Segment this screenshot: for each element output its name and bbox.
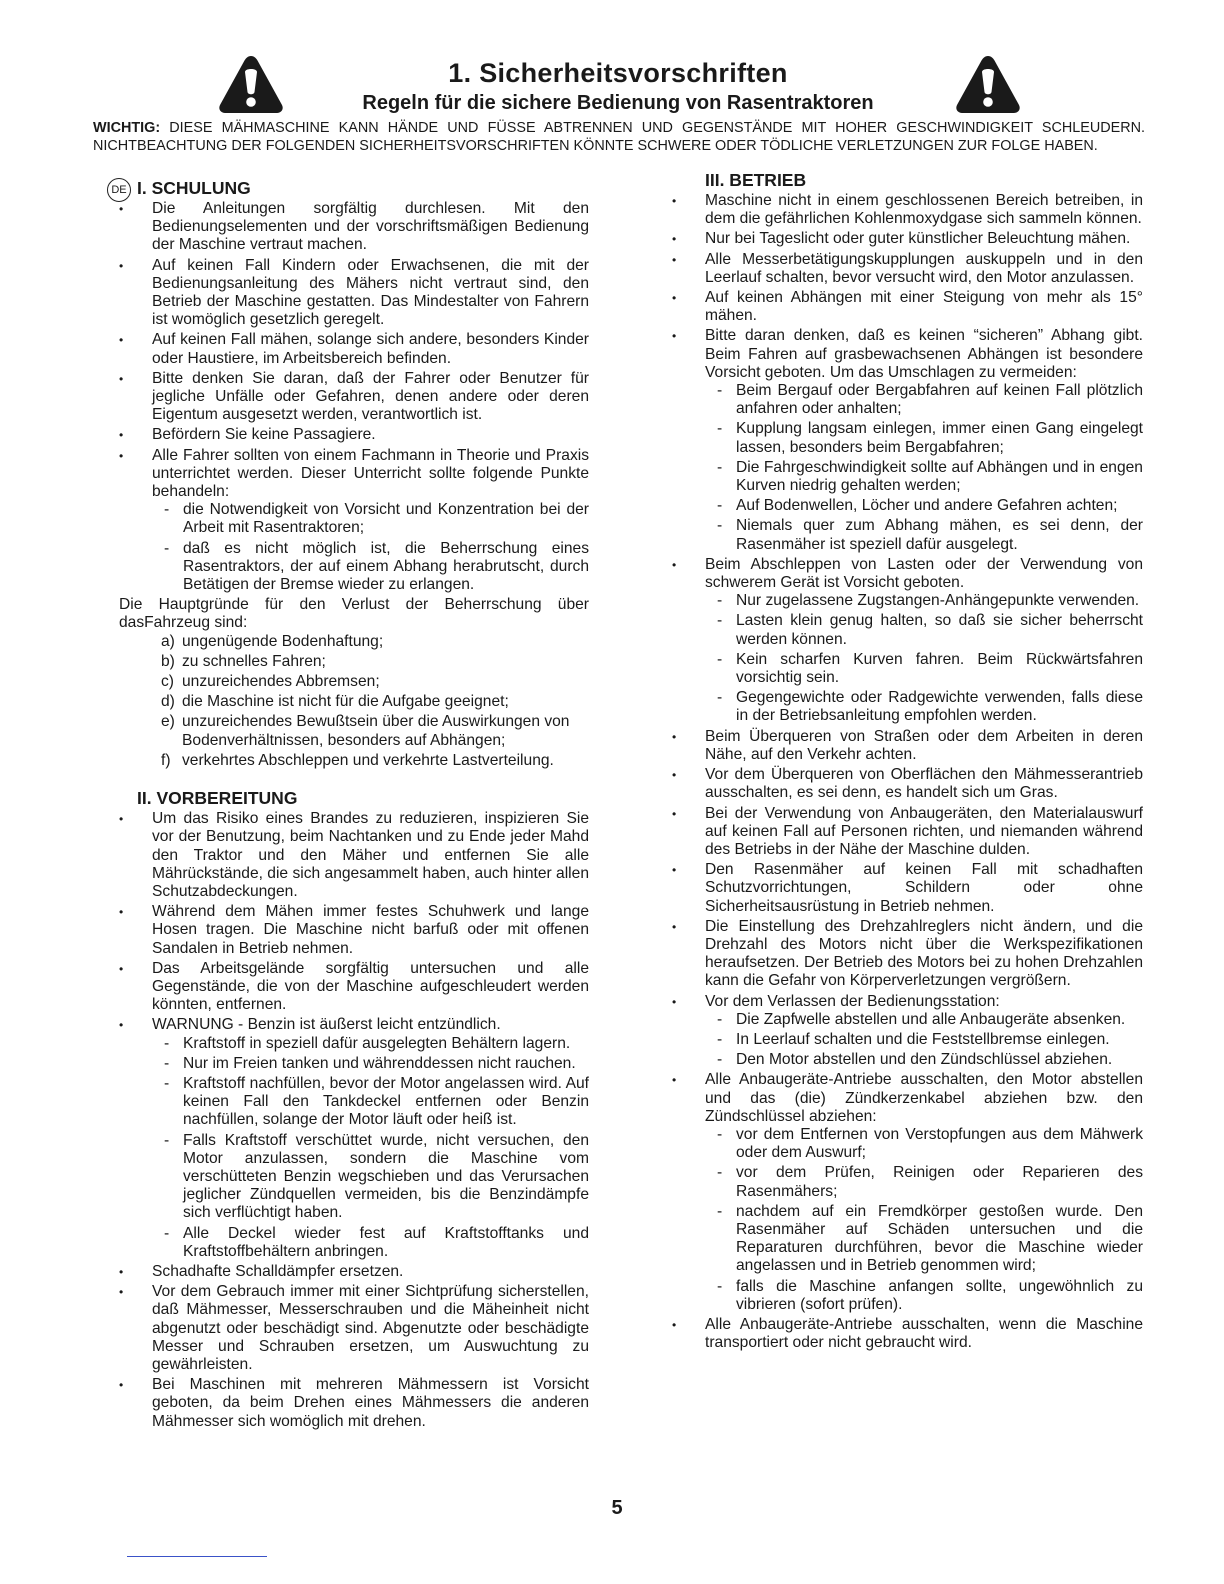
sublist-item: - Nur im Freien tanken und währenddessen nicht rauchen. (152, 1055, 589, 1073)
page-number: 5 (611, 1497, 623, 1519)
list-item: • Maschine nicht in einem geschlossenen Bereich betreiben, in dem die gefährlichen Kohlenmoxydgase sich sammeln können. (672, 192, 1143, 228)
sublist-item: - Kein scharfen Kurven fahren. Beim Rückwärtsfahren vorsichtig sein. (705, 651, 1143, 687)
sublist-item: - Die Fahrgeschwindigkeit sollte auf Abhängen und in engen Kurven niedrig gehalten werden; (705, 459, 1143, 495)
list-item: • Alle Anbaugeräte-Antriebe ausschalten, den Motor abstellen und das (die) Zündkerzenkabel abziehen bzw. den Zündschlüssel abziehen: - vor dem Entfernen von Verstopfungen aus dem Mähwerk oder dem Auswurf; - vor dem Prüfen, Reinigen oder Reparieren des Rasenmähers; - nachdem auf ein Fremdkörper gestoßen wurde. Den Rasenmäher auf Schäden untersuchen und die Reparaturen durchführen, bevor die Maschine wieder angelassen und in Betrieb genommen wird; - falls die Maschine anfangen sollte, ungewöhnlich zu vibrieren (sofort prüfen). (672, 1071, 1143, 1314)
warning-triangle-icon (955, 54, 1021, 114)
list-item: • Vor dem Gebrauch immer mit einer Sichtprüfung sicherstellen, daß Mähmesser, Messerschrauben und die Mäheinheit nicht abgenutzt oder beschädigt sind. Abgenutzte oder beschädigte Messer und Schrauben ersetzen, um Auswuchtung zu gewährleisten. (119, 1283, 589, 1374)
page-title: 1. Sicherheitsvorschriften (448, 58, 788, 88)
section-heading-vorbereitung: II. VORBEREITUNG (137, 788, 298, 809)
betrieb-list (672, 192, 1143, 1352)
list-item: • Vor dem Überqueren von Oberflächen den Mähmesserantrieb ausschalten, es sei denn, es handelt sich um Gras. (672, 766, 1143, 802)
list-item: • Alle Fahrer sollten von einem Fachmann in Theorie und Praxis unterrichtet werden. Dieser Unterricht sollte folgende Punkte behandeln: - die Notwendigkeit von Vorsicht und Konzentration bei der Arbeit mit Rasentraktoren; - daß es nicht möglich ist, die Beherrschung eines Rasentraktors, der auf einem Abhang herabrutscht, durch Betätigen der Bremse wieder zu erlangen. (119, 447, 589, 595)
list-item: • Nur bei Tageslicht oder guter künstlicher Beleuchtung mähen. (672, 230, 1143, 248)
list-item: • Um das Risiko eines Brandes zu reduzieren, inspizieren Sie vor der Benutzung, beim Nachtanken und zu Ende jeder Mahd den Traktor und den Mäher und entfernen Sie alle Mährückstände, die sich angesammelt haben, auch hinter allen Schutzabdeckungen. (119, 810, 589, 901)
cause-item: a) ungenügende Bodenhaftung; (161, 632, 384, 650)
list-item: • Während dem Mähen immer festes Schuhwerk und lange Hosen tragen. Die Maschine nicht barfuß oder mit offenen Sandalen in Betrieb nehmen. (119, 903, 589, 958)
language-badge: DE (107, 178, 131, 202)
list-item: • Befördern Sie keine Passagiere. (119, 426, 589, 444)
sublist-item: - Lasten klein genug halten, so daß sie sicher beherrscht werden können. (705, 612, 1143, 648)
section-heading-schulung: DE I. SCHULUNG (137, 178, 589, 199)
list-item: • Die Einstellung des Drehzahlreglers nicht ändern, und die Drehzahl des Motors nicht über die Werkspezifikationen heraufsetzen. Der Betrieb des Motors bei zu hohen Drehzahlen kann die Gefahr von Körperverletzungen vergrößern. (672, 918, 1143, 991)
cause-item: b) zu schnelles Fahren; (161, 652, 326, 670)
list-item: • Schadhafte Schalldämpfer ersetzen. (119, 1263, 589, 1281)
list-item: • Das Arbeitsgelände sorgfältig untersuchen und alle Gegenstände, die von der Maschine aufgeschleudert werden könnten, entfernen. (119, 960, 589, 1015)
list-item: • Den Rasenmäher auf keinen Fall mit schadhaften Schutzvorrichtungen, Schildern oder ohne Sicherheitsausrüstung in Betrieb nehmen. (672, 861, 1143, 916)
sublist-item: - Niemals quer zum Abhang mähen, es sei denn, der Rasenmäher ist speziell dafür ausgelegt. (705, 517, 1143, 553)
cause-item: c) unzureichendes Abbremsen; (161, 673, 380, 691)
sublist-item: - Gegengewichte oder Radgewichte verwenden, falls diese in der Betriebsanleitung empfohlen werden. (705, 689, 1143, 725)
causes-list (119, 633, 589, 770)
cause-item: f) verkehrtes Abschleppen und verkehrte Lastverteilung. (161, 751, 554, 769)
list-item: • Auf keinen Fall Kindern oder Erwachsenen, die mit der Bedienungsanleitung des Mähers nicht vertraut sind, den Betrieb der Maschine gestatten. Das Mindestalter von Fahrern ist womöglich gesetzlich geregelt. (119, 257, 589, 330)
sublist-item: - vor dem Entfernen von Verstopfungen aus dem Mähwerk oder dem Auswurf; (705, 1126, 1143, 1162)
training-sublist (152, 501, 589, 594)
causes-intro: Die Hauptgründe für den Verlust der Beherrschung über dasFahrzeug sind: (119, 596, 589, 632)
sublist-item: - Nur zugelassene Zugstangen-Anhängepunkte verwenden. (705, 592, 1143, 610)
section-heading-betrieb: III. BETRIEB (705, 170, 807, 190)
sublist-item: - Den Motor abstellen und den Zündschlüssel abziehen. (705, 1051, 1143, 1069)
fuel-sublist (152, 1035, 589, 1261)
tow-sublist (705, 592, 1143, 725)
sublist-item: - nachdem auf ein Fremdkörper gestoßen wurde. Den Rasenmäher auf Schäden untersuchen und die Reparaturen durchführen, bevor die Maschine wieder angelassen und in Betrieb genommen wird; (705, 1203, 1143, 1276)
sublist-item: - Beim Bergauf oder Bergabfahren auf keinen Fall plötzlich anfahren oder anhalten; (705, 382, 1143, 418)
list-item: • Bei Maschinen mit mehreren Mähmessern ist Vorsicht geboten, da beim Drehen eines Mähmessers die anderen Mähmesser sich womöglich mit drehen. (119, 1376, 589, 1431)
leave-sublist (705, 1011, 1143, 1070)
sublist-item: - Die Zapfwelle abstellen und alle Anbaugeräte absenken. (705, 1011, 1143, 1029)
vorbereitung-list (119, 810, 589, 1431)
list-item: • Bitte denken Sie daran, daß der Fahrer oder Benutzer für jegliche Unfälle oder Gefahren, denen andere oder deren Eigentum ausgesetzt werden, verantwortlich ist. (119, 370, 589, 425)
sublist-item: - vor dem Prüfen, Reinigen oder Reparieren des Rasenmähers; (705, 1164, 1143, 1200)
sublist-item: - Falls Kraftstoff verschüttet wurde, nicht versuchen, den Motor anzulassen, sondern die Maschine vom verschütteten Benzin wegschieben und das Verursachen jeglicher Zündquellen vermeiden, bis die Benzindämpfe sich verflüchtigt haben. (152, 1132, 589, 1223)
sublist-item: - Auf Bodenwellen, Löcher und andere Gefahren achten; (705, 497, 1143, 515)
sublist-item: - daß es nicht möglich ist, die Beherrschung eines Rasentraktors, der auf einem Abhang herabrutscht, durch Betätigen der Bremse wieder zu erlangen. (152, 540, 589, 595)
sublist-item: - falls die Maschine anfangen sollte, ungewöhnlich zu vibrieren (sofort prüfen). (705, 1278, 1143, 1314)
page-header (0, 48, 1224, 118)
schulung-list (119, 200, 589, 594)
cause-item: e) unzureichendes Bewußtsein über die Auswirkungen von Bodenverhältnissen, besonders auf Abhängen; (161, 713, 570, 749)
list-item: • Auf keinen Fall mähen, solange sich andere, besonders Kinder oder Haustiere, im Arbeitsbereich befinden. (119, 331, 589, 367)
sublist-item: - In Leerlauf schalten und die Feststellbremse einlegen. (705, 1031, 1143, 1049)
cause-item: d) die Maschine ist nicht für die Aufgabe geeignet; (161, 693, 509, 711)
list-item: • WARNUNG - Benzin ist äußerst leicht entzündlich. - Kraftstoff in speziell dafür ausgelegten Behältern lagern. - Nur im Freien tanken und währenddessen nicht rauchen. - Kraftstoff nachfüllen, bevor der Motor angelassen wird. Auf keinen Fall den Tankdeckel entfernen oder Benzin nachfüllen, solange der Motor läuft oder heiß ist. - Falls Kraftstoff verschüttet wurde, nicht versuchen, den Motor anzulassen, sondern die Maschine vom verschütteten Benzin wegschieben und das Verursachen jeglicher Zündquellen vermeiden, bis die Benzindämpfe sich verflüchtigt haben. - Alle Deckel wieder fest auf Kraftstofftanks und Kraftstoffbehältern anbringen. (119, 1016, 589, 1261)
list-item: • Bitte daran denken, daß es keinen “sicheren” Abhang gibt. Beim Fahren auf grasbewachsenen Abhängen ist besondere Vorsicht geboten. Um das Umschlagen zu vermeiden: - Beim Bergauf oder Bergabfahren auf keinen Fall plötzlich anfahren oder anhalten; - Kupplung langsam einlegen, immer einen Gang eingelegt lassen, besonders beim Bergabfahren; - Die Fahrgeschwindigkeit sollte auf Abhängen und in engen Kurven niedrig gehalten werden; - Auf Bodenwellen, Löcher und andere Gefahren achten; - Niemals quer zum Abhang mähen, es sei denn, der Rasenmäher ist speziell dafür ausgelegt. (672, 327, 1143, 553)
page-subtitle: Regeln für die sichere Bedienung von Rasentraktoren (362, 92, 874, 114)
list-item: • Auf keinen Abhängen mit einer Steigung von mehr als 15° mähen. (672, 289, 1143, 325)
important-label: WICHTIG: (93, 120, 161, 136)
list-item: • Alle Messerbetätigungskupplungen auskuppeln und in den Leerlauf schalten, bevor versucht wird, den Motor anzulassen. (672, 251, 1143, 287)
sublist-item: - die Notwendigkeit von Vorsicht und Konzentration bei der Arbeit mit Rasentraktoren; (152, 501, 589, 537)
sublist-item: - Kupplung langsam einlegen, immer einen Gang eingelegt lassen, besonders beim Bergabfahren; (705, 420, 1143, 456)
stop-sublist (705, 1126, 1143, 1314)
sublist-item: - Kraftstoff nachfüllen, bevor der Motor angelassen wird. Auf keinen Fall den Tankdeckel entfernen oder Benzin nachfüllen, solange der Motor läuft oder heiß ist. (152, 1075, 589, 1130)
sublist-item: - Kraftstoff in speziell dafür ausgelegten Behältern lagern. (152, 1035, 589, 1053)
important-text: DIESE MÄHMASCHINE KANN HÄNDE UND FÜSSE ABTRENNEN UND GEGENSTÄNDE MIT HOHER GESCHWINDIGKEIT SCHLEUDERN. NICHTBEACHTUNG DER FOLGENDEN SICHERHEITSVORSCHRIFTEN KÖNNTE SCHWERE ODER TÖDLICHE VERLETZUNGEN ZUR FOLGE HABEN. (93, 120, 1146, 154)
list-item: • Beim Überqueren von Straßen oder dem Arbeiten in deren Nähe, auf den Verkehr achten. (672, 728, 1143, 764)
list-item: • Beim Abschleppen von Lasten oder der Verwendung von schwerem Gerät ist Vorsicht geboten. - Nur zugelassene Zugstangen-Anhängepunkte verwenden. - Lasten klein genug halten, so daß sie sicher beherrscht werden können. - Kein scharfen Kurven fahren. Beim Rückwärtsfahren vorsichtig sein. - Gegengewichte oder Radgewichte verwenden, falls diese in der Betriebsanleitung empfohlen werden. (672, 556, 1143, 726)
list-item: • Die Anleitungen sorgfältig durchlesen. Mit den Bedienungselementen und der vorschriftsmäßigen Bedienung der Maschine vertraut machen. (119, 200, 589, 255)
left-column (111, 178, 589, 1433)
sublist-item: - Alle Deckel wieder fest auf Kraftstofftanks und Kraftstoffbehältern anbringen. (152, 1225, 589, 1261)
list-item: • Alle Anbaugeräte-Antriebe ausschalten, wenn die Maschine transportiert oder nicht gebraucht wird. (672, 1316, 1143, 1352)
slope-sublist (705, 382, 1143, 554)
list-item: • Vor dem Verlassen der Bedienungsstation: - Die Zapfwelle abstellen und alle Anbaugeräte absenken. - In Leerlauf schalten und die Feststellbremse einlegen. - Den Motor abstellen und den Zündschlüssel abziehen. (672, 993, 1143, 1070)
footer-divider (127, 1556, 267, 1557)
right-column (672, 170, 1143, 1354)
important-notice (93, 120, 1145, 155)
list-item: • Bei der Verwendung von Anbaugeräten, den Materialauswurf auf keinen Fall auf Personen richten, und niemanden während des Betriebs in der Nähe der Maschine dulden. (672, 805, 1143, 860)
